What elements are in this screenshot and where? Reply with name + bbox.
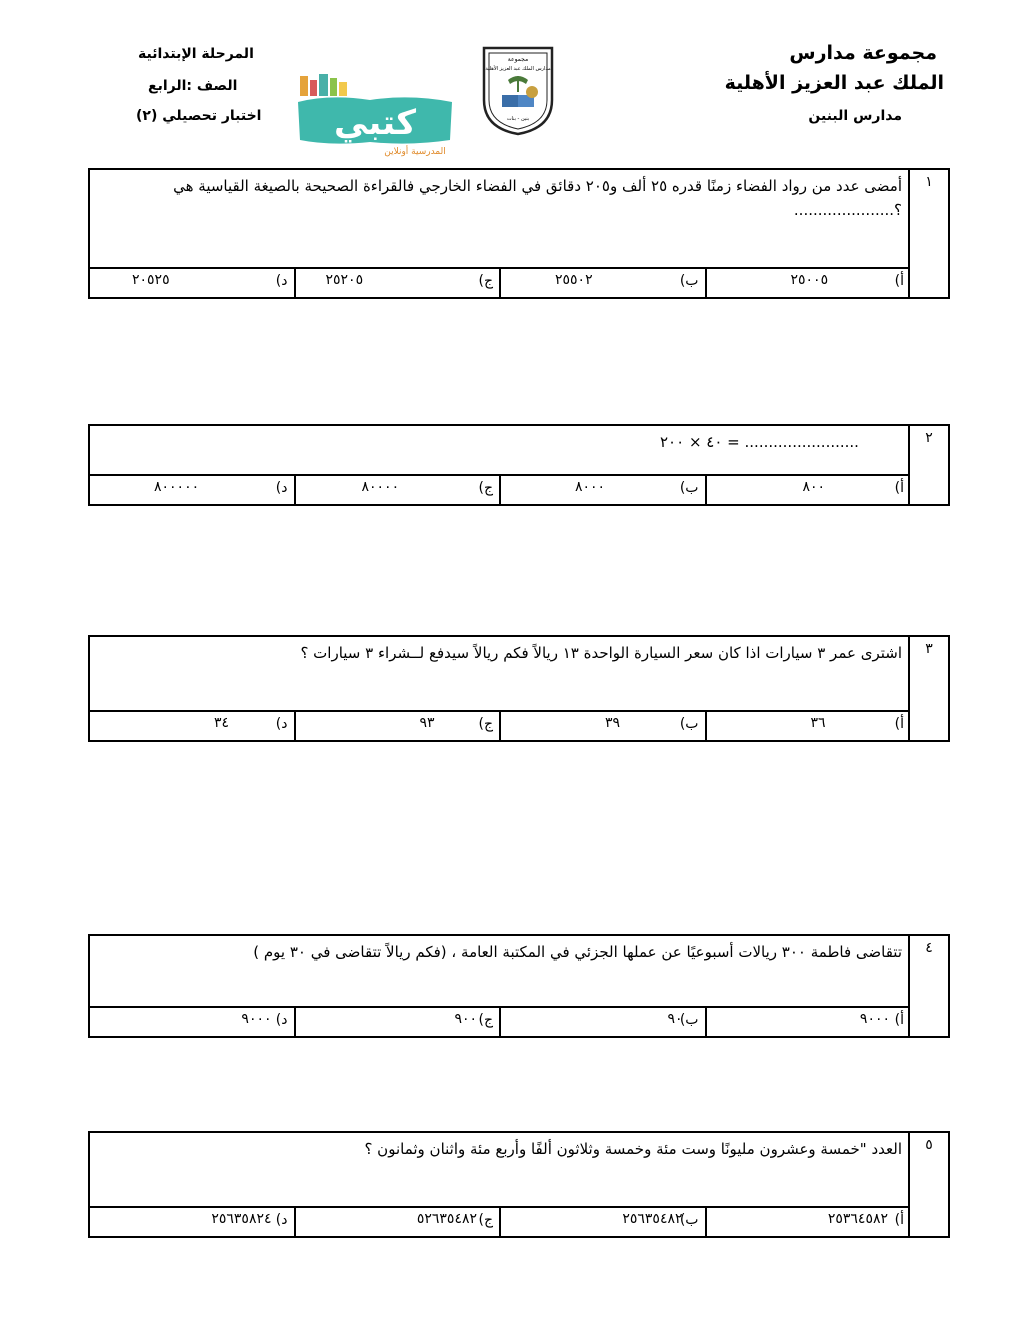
seal-top-text: مجموعة <box>507 56 529 63</box>
option-label: ج) <box>478 273 493 289</box>
option-b[interactable] <box>499 476 705 504</box>
option-label: ج) <box>478 1212 493 1228</box>
question-number-cell <box>908 1133 948 1236</box>
school-group-title: مجموعة مدارس <box>789 42 937 64</box>
option-label: د) <box>275 1212 288 1228</box>
option-a[interactable] <box>705 1008 911 1036</box>
option-b[interactable] <box>499 1208 705 1236</box>
seal-mid-text: مدارس الملك عبد العزيز الأهلية <box>485 66 551 72</box>
question-3 <box>88 635 950 742</box>
option-label: أ) <box>894 1012 904 1028</box>
question-number: ٥ <box>925 1137 933 1153</box>
option-label: ب) <box>679 273 699 289</box>
question-number-cell <box>908 637 948 740</box>
option-value: ٩٣ <box>419 715 435 731</box>
option-c[interactable] <box>294 1008 500 1036</box>
option-d[interactable] <box>90 1008 294 1036</box>
school-branch: مدارس البنين <box>808 108 902 124</box>
option-value: ٩٠٠٠ <box>859 1011 890 1027</box>
option-b[interactable] <box>499 1008 705 1036</box>
question-2 <box>88 424 950 506</box>
option-value: ٣٤ <box>214 715 230 731</box>
option-value: ٢٥٠٠٥ <box>790 272 829 288</box>
option-value: ٢٥٣٦٤٥٨٢ <box>827 1211 888 1227</box>
question-text: اشترى عمر ٣ سيارات اذا كان سعر السيارة الواحدة ١٣ ريالاً فكم ريالاً سيدفع لــشراء ٣ سيارات ؟ <box>300 644 902 662</box>
question-number: ٤ <box>925 940 933 956</box>
option-value: ٨٠٠ <box>802 479 826 495</box>
option-value: ٣٦ <box>810 715 826 731</box>
school-name: الملك عبد العزيز الأهلية <box>724 72 944 94</box>
option-value: ٢٥٢٠٥ <box>325 272 364 288</box>
seal-bottom-text: بنين - بنات <box>506 116 530 122</box>
option-a[interactable] <box>705 476 911 504</box>
option-value: ٣٩ <box>605 715 621 731</box>
option-label: أ) <box>894 716 904 732</box>
question-number: ٢ <box>925 430 933 446</box>
option-label: أ) <box>894 273 904 289</box>
option-value: ٨٠٠٠ <box>575 479 606 495</box>
grade-label: الصف :الرابع <box>148 78 238 94</box>
options-row <box>90 267 910 297</box>
exam-title: اختبار تحصيلي (٢) <box>136 108 262 124</box>
option-label: د) <box>275 1012 288 1028</box>
question-5 <box>88 1131 950 1238</box>
option-a[interactable] <box>705 269 911 297</box>
option-b[interactable] <box>499 712 705 740</box>
question-4 <box>88 934 950 1038</box>
option-label: ج) <box>478 480 493 496</box>
option-d[interactable] <box>90 269 294 297</box>
question-number-cell <box>908 426 948 504</box>
question-number: ١ <box>925 174 933 190</box>
options-row <box>90 1206 910 1236</box>
question-text: العدد "خمسة وعشرون مليونًا وست مئة وخمسة وثلاثون ألفًا وأربع مئة واثنان وثمانون ؟ <box>364 1140 902 1158</box>
question-1 <box>88 168 950 299</box>
option-label: د) <box>275 273 288 289</box>
option-value: ٢٠٥٢٥ <box>132 272 170 288</box>
stage-label: المرحلة الإبتدائية <box>138 46 254 62</box>
option-label: ب) <box>679 480 699 496</box>
option-label: د) <box>275 716 288 732</box>
options-row <box>90 710 910 740</box>
logo-sub-text: المدرسية أونلاين <box>384 147 446 157</box>
option-label: ج) <box>478 716 493 732</box>
option-label: أ) <box>894 480 904 496</box>
question-text: تتقاضى فاطمة ٣٠٠ ريالات أسبوعيًا عن عملها الجزئي في المكتبة العامة ، (فكم ريالاً تتقاضى في ٣٠ يوم ) <box>253 943 902 961</box>
option-label: د) <box>275 480 288 496</box>
option-label: ب) <box>679 716 699 732</box>
question-text: ٤٠ × ٢٠٠ = ........................ <box>660 433 859 451</box>
option-c[interactable] <box>294 269 500 297</box>
option-d[interactable] <box>90 712 294 740</box>
question-text: أمضى عدد من رواد الفضاء زمنًا قدره ٢٥ ألف و٢٠٥ دقائق في الفضاء الخارجي فالقراءة الصحيحة بالصيغة القياسية هي ؟..................... <box>173 177 902 219</box>
option-value: ٢٥٦٣٥٨٢٤ <box>211 1211 272 1227</box>
option-value: ٨٠٠٠٠ <box>361 479 400 495</box>
school-seal-icon <box>478 40 558 136</box>
option-d[interactable] <box>90 1208 294 1236</box>
question-number-cell <box>908 936 948 1036</box>
option-value: ٥٢٦٣٥٤٨٢ <box>416 1211 477 1227</box>
option-label: أ) <box>894 1212 904 1228</box>
options-row <box>90 474 910 504</box>
option-label: ب) <box>679 1012 699 1028</box>
option-c[interactable] <box>294 476 500 504</box>
option-value: ٢٥٥٠٢ <box>555 272 593 288</box>
option-value: ٨٠٠٠٠٠ <box>154 479 200 495</box>
question-number-cell <box>908 170 948 297</box>
logo-main-text: كتبي <box>334 103 416 143</box>
option-value: ٩٠٠ <box>454 1011 477 1027</box>
options-row <box>90 1006 910 1036</box>
kutubi-logo-icon <box>290 72 460 160</box>
option-value: ٩٠٠٠ <box>241 1011 272 1027</box>
option-label: ب) <box>679 1212 699 1228</box>
question-number: ٣ <box>925 641 933 657</box>
option-b[interactable] <box>499 269 705 297</box>
option-label: ج) <box>478 1012 493 1028</box>
option-d[interactable] <box>90 476 294 504</box>
option-c[interactable] <box>294 1208 500 1236</box>
option-a[interactable] <box>705 1208 911 1236</box>
option-value: ٢٥٦٣٥٤٨٢ <box>622 1211 683 1227</box>
option-value: ٩٠ <box>667 1011 683 1027</box>
option-c[interactable] <box>294 712 500 740</box>
option-a[interactable] <box>705 712 911 740</box>
